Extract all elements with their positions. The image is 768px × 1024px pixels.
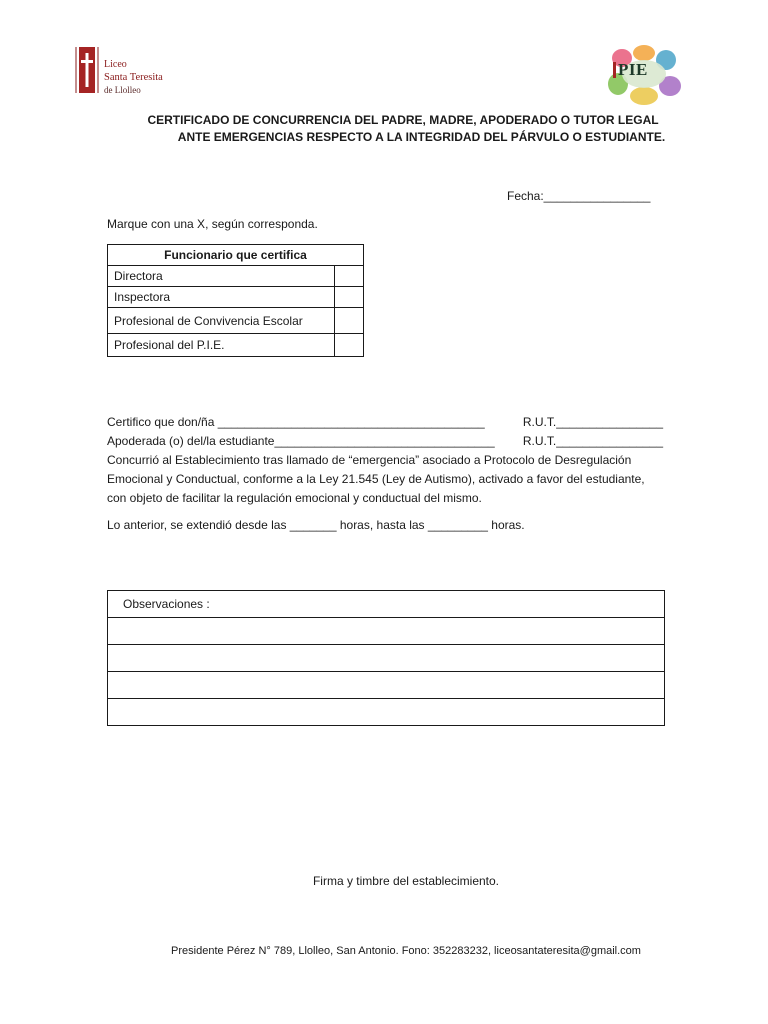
pie-logo-text: PIE xyxy=(618,60,648,79)
observations-label: Observaciones : xyxy=(108,591,665,618)
signature-caption: Firma y timbre del establecimiento. xyxy=(312,874,500,888)
observation-line-3[interactable] xyxy=(108,672,665,699)
observation-line-2[interactable] xyxy=(108,645,665,672)
logo-line-3: de Llolleo xyxy=(104,85,141,95)
checkbox-inspectora[interactable] xyxy=(335,287,364,308)
table-row xyxy=(108,266,364,287)
official-table xyxy=(107,244,364,357)
table-row xyxy=(108,591,665,618)
instruction-text: Marque con una X, según corresponda. xyxy=(107,217,318,231)
title-line-1: CERTIFICADO DE CONCURRENCIA DEL PADRE, MADRE, APODERADO O TUTOR LEGAL xyxy=(147,113,659,127)
observation-line-4[interactable] xyxy=(108,699,665,726)
pie-logo xyxy=(604,44,684,108)
table-row xyxy=(108,672,665,699)
table-row xyxy=(108,645,665,672)
table-row xyxy=(108,699,665,726)
table-header: Funcionario que certifica xyxy=(108,245,364,266)
hours-line[interactable]: Lo anterior, se extendió desde las _______ horas, hasta las _________ horas. xyxy=(107,518,525,532)
title-line-2: ANTE EMERGENCIAS RESPECTO A LA INTEGRIDAD DEL PÁRVULO O ESTUDIANTE. xyxy=(177,130,666,144)
observation-line-1[interactable] xyxy=(108,618,665,645)
school-logo xyxy=(74,45,174,99)
official-convivencia: Profesional de Convivencia Escolar xyxy=(108,308,335,334)
document-title xyxy=(100,112,706,146)
student-name-field[interactable]: Apoderada (o) del/la estudiante_________________________________ xyxy=(107,434,495,448)
date-field[interactable]: Fecha:________________ xyxy=(507,189,651,203)
checkbox-convivencia[interactable] xyxy=(335,308,364,334)
official-inspectora: Inspectora xyxy=(108,287,335,308)
footer-address: Presidente Pérez N° 789, Llolleo, San Antonio. Fono: 352283232, liceosantateresita@gmail.com xyxy=(171,945,641,957)
table-header-row xyxy=(108,245,364,266)
cross-crest-icon xyxy=(74,45,100,95)
guardian-name-line xyxy=(107,413,663,432)
checkbox-directora[interactable] xyxy=(335,266,364,287)
logo-line-2: Santa Teresita xyxy=(104,72,163,83)
observations-table xyxy=(107,590,665,726)
student-rut-field[interactable]: R.U.T.________________ xyxy=(522,434,663,448)
table-row xyxy=(108,334,364,357)
body-line-4: Emocional y Conductual, conforme a la Ley 21.545 (Ley de Autismo), activado a favor del estudiante, xyxy=(107,472,645,486)
logo-line-1: Liceo xyxy=(104,59,127,70)
guardian-rut-field[interactable]: R.U.T.________________ xyxy=(522,415,663,429)
official-pie: Profesional del P.I.E. xyxy=(108,334,335,357)
certification-paragraph xyxy=(107,413,663,508)
guardian-name-field[interactable]: Certifico que don/ña ________________________________________ xyxy=(107,415,485,429)
table-row xyxy=(108,618,665,645)
checkbox-pie[interactable] xyxy=(335,334,364,357)
official-directora: Directora xyxy=(108,266,335,287)
student-name-line xyxy=(107,432,663,451)
body-line-3: Concurrió al Establecimiento tras llamado de “emergencia” asociado a Protocolo de Desregulación xyxy=(107,453,632,467)
body-line-5: con objeto de facilitar la regulación emocional y conductual del mismo. xyxy=(107,491,482,505)
table-row xyxy=(108,287,364,308)
table-row xyxy=(108,308,364,334)
